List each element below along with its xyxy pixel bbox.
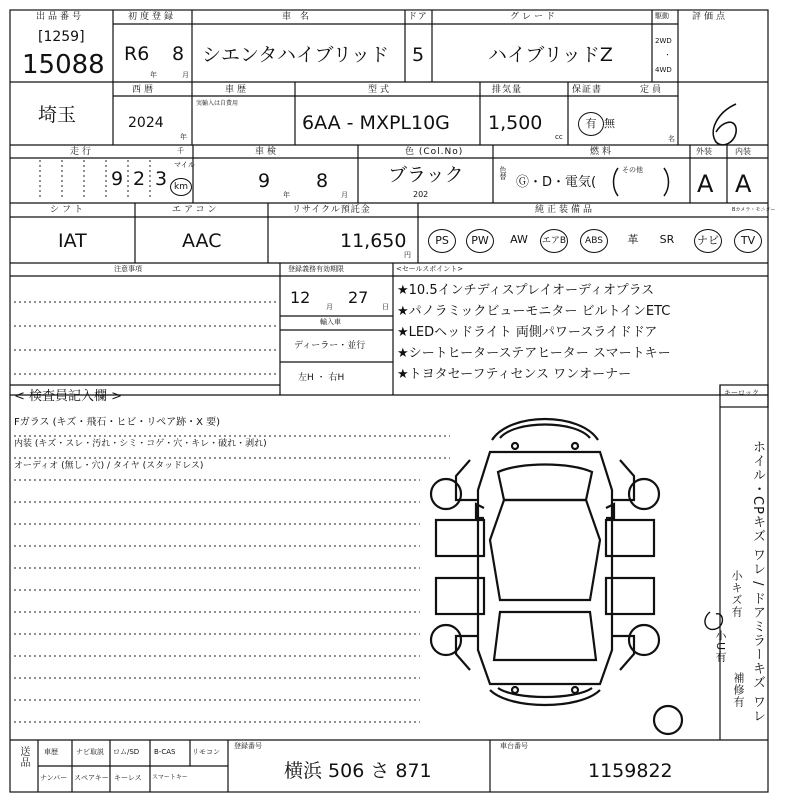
cc-unit: cc [555,133,563,141]
capacity-unit: 名 [668,135,675,143]
sales-point: ★トヨタセーフティセンス ワンオーナー [397,367,632,382]
handle-side: 左H ・ 右H [298,373,345,383]
side-note-scratch: 小キズ有 [730,570,743,618]
car-diagram [431,419,682,734]
car-name: シエンタハイブリッド [202,44,389,66]
color-change-label: 色替 [499,166,507,180]
sales-point: ★LEDヘッドライト 両側パワースライドドア [397,325,658,340]
equipment-item: TV [734,229,762,253]
recycle-label: リサイクル預託金 [292,205,371,215]
seireki-label: 西暦 [132,85,157,95]
km-circle: km [170,178,192,196]
dealer-parallel: ディーラー・並行 [294,341,366,351]
door-count: 5 [412,44,425,66]
insp-month-unit: 月 [341,191,348,199]
tag-smart-key: スマートキー [152,774,188,781]
insp-year-unit: 年 [283,191,290,199]
capacity-label: 定員 [640,85,665,95]
mileage-digit-4: 9 [111,168,124,190]
equipment-item: SR [659,233,675,246]
score-handwriting [713,104,736,145]
fuel-label: 燃料 [590,147,615,157]
lot-number: 15088 [22,50,105,80]
reg-year-unit: 年 [180,133,187,141]
key-lock-label: キーロック [724,389,759,397]
caution-label: 注意事項 [114,265,142,273]
plate-label: 登録番号 [234,742,262,750]
door-label: ドア [408,12,428,22]
insp-month: 8 [316,170,329,192]
equipment-item: ABS [580,229,608,253]
expiry-day-unit: 日 [382,303,389,311]
exterior-label: 外装 [696,147,712,156]
region: 埼玉 [38,104,77,126]
lot-label: 出品番号 [36,12,85,22]
camera-label: Bカメラ・モニター [732,207,776,213]
year-unit: 年 [150,71,157,79]
tag-navi-manual: ナビ取説 [76,748,104,756]
tag-spare-key: スペアキー [74,774,109,782]
equipment-item: PS [428,229,456,253]
inspection-label: 車検 [255,147,280,157]
era-year: R6 [124,43,150,65]
equipment-item: エアB [540,229,568,253]
displacement: 1,500 [488,112,543,134]
car-name-label: 車 名 [282,12,312,22]
aircon-label: エアコン [172,205,220,215]
reg-month: 8 [172,43,185,65]
color-label: 色 (Col.No) [405,147,464,157]
drive-label: 駆動 [655,12,669,20]
warranty-yes-circle: 有 [578,112,604,136]
plate-number: 横浜 506 さ 871 [284,760,432,782]
expiry-day: 27 [348,288,369,307]
tag-rom-sd: ロム/SD [113,748,140,756]
history-sub: 実輸入は自費用 [196,100,239,107]
color-number: 202 [413,190,429,199]
recycle-fee: 11,650 [340,230,407,252]
side-note-dent: 小U有 [714,630,727,664]
equipment-item: 革 [627,233,639,246]
color-name: ブラック [388,164,464,186]
yen-unit: 円 [404,251,411,259]
interior-label: 内装 [735,147,751,156]
inspector-line-interior: 内装 (キズ・スレ・汚れ・シミ・コゲ・穴・キレ・破れ・剥れ) [14,439,267,449]
equipment-item: AW [510,233,528,246]
chassis-label: 車台番号 [500,742,528,750]
tag-number: ナンバー [40,774,68,782]
side-note-wheel: ホイル・CPキズ ワレ / ドアミラーキズ ワレ [750,440,765,723]
displacement-label: 排気量 [492,85,523,95]
sales-point: ★10.5インチディスプレイオーディオプラス [397,283,655,298]
inspector-line-glass: Fガラス (キズ・飛石・ヒビ・リペア跡・X 要) [14,417,221,428]
model-code: 6AA - MXPL10G [302,112,450,134]
side-note-repair: 補修有 [732,672,745,708]
equipment-label: 純正装備品 [535,205,596,215]
inspector-title: < 検査員記入欄 > [14,389,123,404]
equipment-item: ナビ [694,229,722,253]
sales-point: ★シートヒーターステアヒーター スマートキー [397,346,671,361]
fuel-options: Ⓖ・D・電気( [516,175,597,190]
grade-label: グレード [510,12,559,22]
grade: ハイブリッドZ [488,44,613,66]
reg-year: 2024 [128,115,164,131]
fuel-other: その他 [622,166,643,174]
insp-year: 9 [258,170,271,192]
shift: IAT [58,230,87,252]
mileage-label: 走行 [70,147,95,157]
warranty-label: 保証書 [572,85,603,95]
tag-keyless: キーレス [114,774,142,782]
equipment-item: PW [466,229,494,253]
score-label: 評価点 [692,12,729,22]
inspector-line-audio: オーディオ (無し・穴) / タイヤ (スタッドレス) [14,461,204,471]
chassis-number: 1159822 [588,760,673,782]
tag-history: 車歴 [44,748,58,756]
tag-bcas: B-CAS [154,748,176,756]
warranty-no: 無 [604,117,615,130]
sales-label: <セールスポイント> [396,265,464,273]
history-label: 車歴 [225,85,250,95]
interior-grade: A [735,170,752,198]
exterior-grade: A [697,170,714,198]
lot-bracket: [1259] [38,29,85,45]
mileage-digit-5: 2 [133,168,146,190]
expiry-month: 12 [290,288,311,307]
tag-remote: リモコン [192,748,220,756]
mile-label: マイル [174,161,195,169]
expiry-label: 登録義務有効期限 [288,265,344,273]
import-label: 輸入車 [320,318,341,326]
sales-point: ★パノラミックビューモニター ビルトインETC [397,304,671,319]
transfer-label: 送品 [18,746,29,768]
mileage-digit-6: 3 [155,168,168,190]
first-reg-label: 初度登録 [128,12,177,22]
expiry-month-unit: 月 [326,303,333,311]
drive-4wd: 4WD [655,66,672,74]
sen-label: 千 [177,147,184,155]
model-label: 型式 [368,85,393,95]
shift-label: シフト [50,205,87,215]
month-unit: 月 [182,71,189,79]
aircon: AAC [182,230,222,252]
drive-2wd: 2WD [655,37,672,45]
